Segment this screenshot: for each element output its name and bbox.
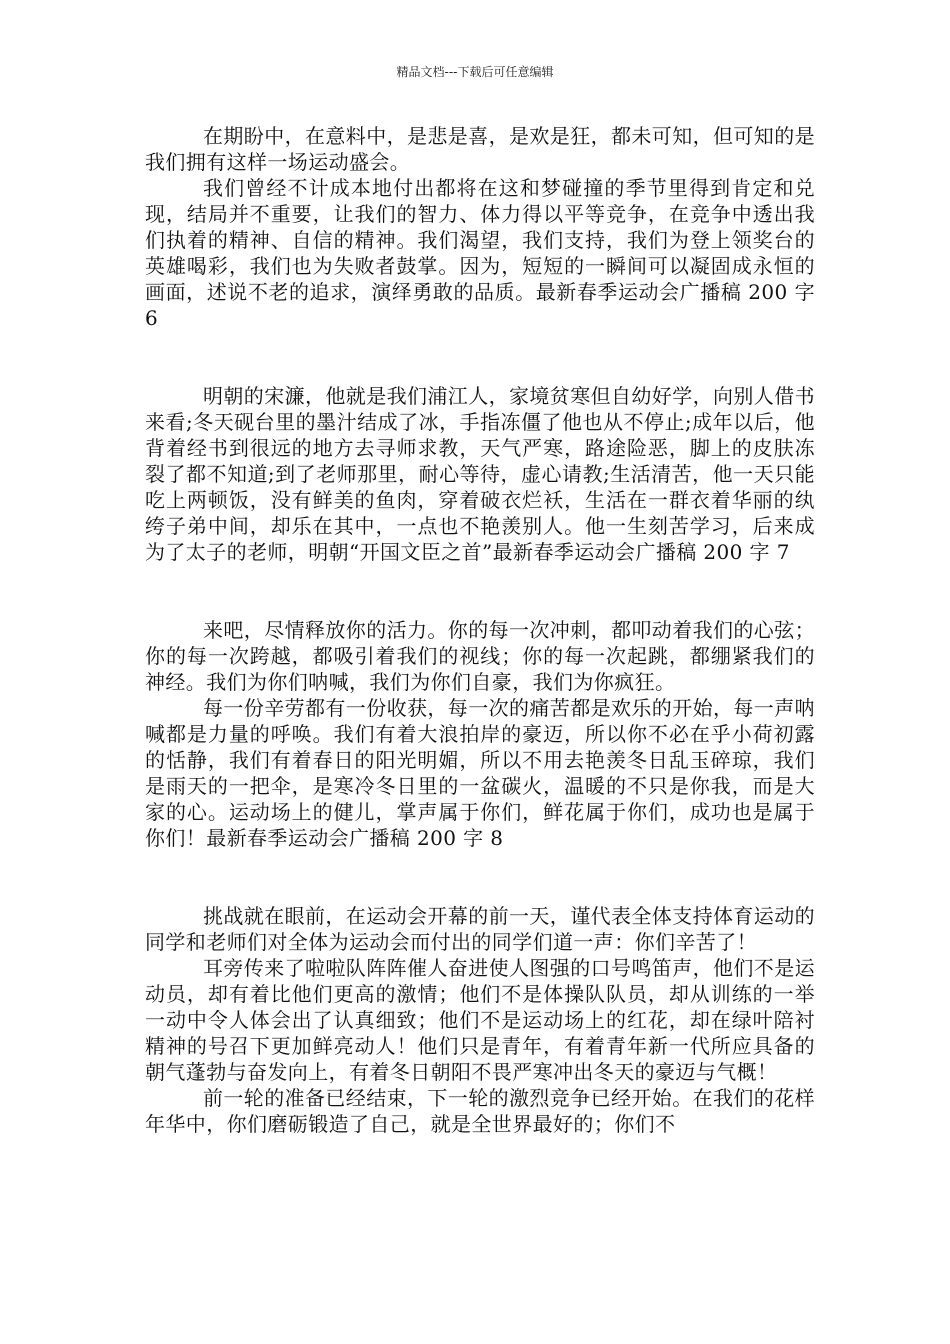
paragraph-5: 每一份辛劳都有一份收获，每一次的痛苦都是欢乐的开始，每一声呐喊都是力量的呼唤。我们有着大浪拍岸的豪迈，所以你不必在乎小荷初露的恬静，我们有着春日的阳光明媚，所以不用去艳羡冬日乱玉碎琼，我们是雨天的一把伞，是寒冷冬日里的一盆碳火，温暖的不只是你我，而是大家的心。运动场上的健儿，掌声属于你们，鲜花属于你们，成功也是属于你们！最新春季运动会广播稿 200 字 8 bbox=[145, 696, 815, 850]
paragraph-7: 耳旁传来了啦啦队阵阵催人奋进使人图强的口号鸣笛声，他们不是运动员，却有着比他们更高的激情；他们不是体操队队员，却从训练的一举一动中令人体会出了认真细致；他们不是运动场上的红花，却在绿叶陪衬精神的号召下更加鲜亮动人！他们只是青年，有着青年新一代所应具备的朝气蓬勃与奋发向上，有着冬日朝阳不畏严寒冲出冬天的豪迈与气概！ bbox=[145, 956, 815, 1084]
paragraph-6: 挑战就在眼前，在运动会开幕的前一天，谨代表全体支持体育运动的同学和老师们对全体为运动会而付出的同学们道一声：你们辛苦了！ bbox=[145, 904, 815, 954]
section-spacer bbox=[145, 565, 815, 617]
paragraph-8: 前一轮的准备已经结束，下一轮的激烈竞争已经开始。在我们的花样年华中，你们磨砺锻造了自己，就是全世界最好的；你们不 bbox=[145, 1086, 815, 1136]
paragraph-3: 明朝的宋濂，他就是我们浦江人，家境贫寒但自幼好学，向别人借书来看;冬天砚台里的墨汁结成了冰，手指冻僵了他也从不停止;成年以后，他背着经书到很远的地方去寻师求教，天气严寒，路途险恶，脚上的皮肤冻裂了都不知道;到了老师那里，耐心等待，虚心请教;生活清苦，他一天只能吃上两顿饭，没有鲜美的鱼肉，穿着破衣烂袄，生活在一群衣着华丽的纨绔子弟中间，却乐在其中，一点也不艳羡别人。他一生刻苦学习，后来成为了太子的老师，明朝“开国文臣之首”最新春季运动会广播稿 200 字 7 bbox=[145, 384, 815, 564]
paragraph-1: 在期盼中，在意料中，是悲是喜，是欢是狂，都未可知，但可知的是我们拥有这样一场运动盛会。 bbox=[145, 124, 815, 174]
page-header: 精品文档---下载后可任意编辑 bbox=[396, 65, 554, 79]
section-spacer bbox=[145, 331, 815, 383]
document-body bbox=[145, 123, 815, 1137]
section-spacer bbox=[145, 851, 815, 903]
paragraph-4: 来吧，尽情释放你的活力。你的每一次冲刺，都叩动着我们的心弦；你的每一次跨越，都吸引着我们的视线；你的每一次起跳，都绷紧我们的神经。我们为你们呐喊，我们为你们自豪，我们为你疯狂。 bbox=[145, 618, 815, 694]
paragraph-2: 我们曾经不计成本地付出都将在这和梦碰撞的季节里得到肯定和兑现，结局并不重要，让我们的智力、体力得以平等竞争，在竞争中透出我们执着的精神、自信的精神。我们渴望，我们支持，我们为登上领奖台的英雄喝彩，我们也为失败者鼓掌。因为，短短的一瞬间可以凝固成永恒的画面，述说不老的追求，演绎勇敢的品质。最新春季运动会广播稿 200 字 6 bbox=[145, 176, 815, 330]
